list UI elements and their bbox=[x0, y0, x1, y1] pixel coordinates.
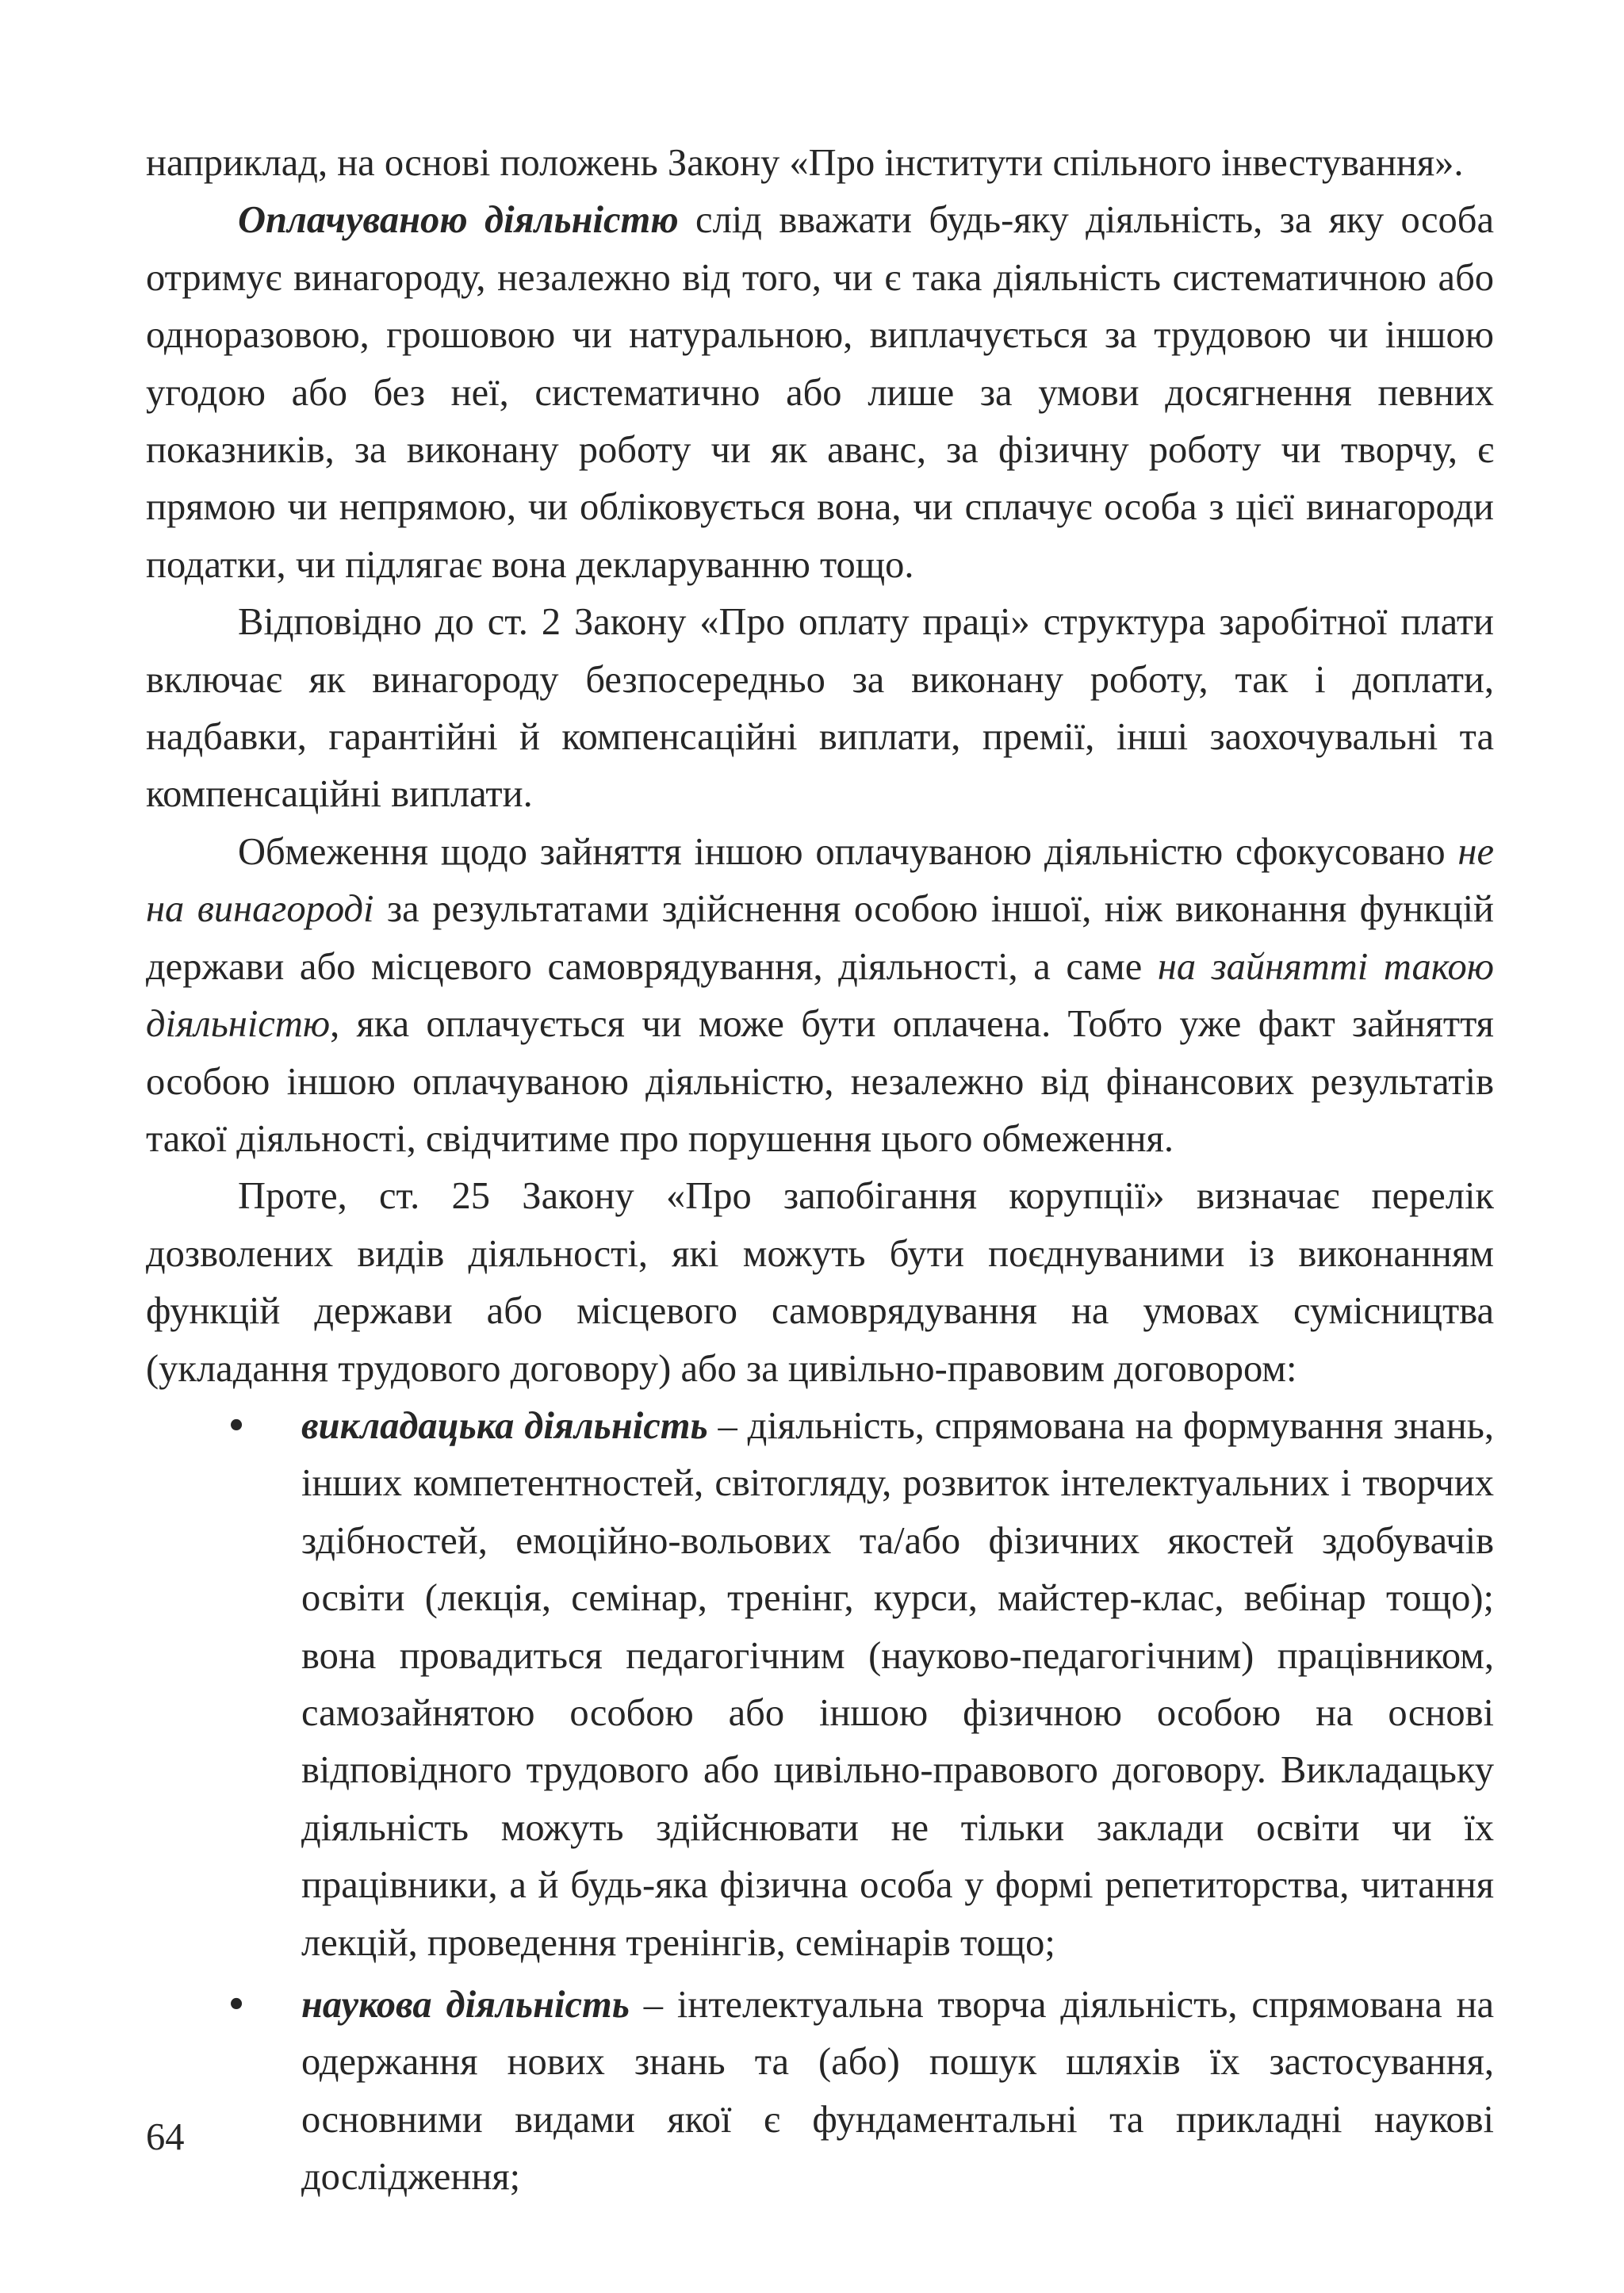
paragraph-paid-activity bbox=[146, 192, 1494, 594]
paragraph-allowed-activities: Проте, ст. 25 Закону «Про запобігання корупції» визначає перелік дозволених видів діяльності, які можуть бути поєднуваними із виконанням функцій держави або місцевого самоврядування на умовах сумісництва (укладання трудового договору) або за цивільно-правовим договором: bbox=[146, 1175, 1494, 1390]
allowed-activities-list bbox=[146, 1398, 1494, 2207]
teaching-text: – діяльність, спрямована на формування знань, інших компетентностей, світогляду, розвиток інтелектуальних і творчих здібностей, емоційно-вольових та/або фізичних якостей здобувачів освіти (лекція, семінар, тренінг, курси, майстер-клас, вебінар тощо); вона провадиться педагогічним (науково-педагогічним) працівником, самозайнятою особою або іншою фізичною особою на основі відповідного трудового або цивільно-правового договору. Викладацьку діяльність можуть здійснювати не тільки заклади освіти чи їх працівники, а й будь-яка фізична особа у формі репетиторства, читання лекцій, проведення тренінгів, семінарів тощо; bbox=[301, 1404, 1494, 1964]
restriction-italic-b: на зайнятті такою діяльністю bbox=[146, 945, 1494, 1046]
restriction-text-b: за результатами здійснення особою іншої, ніж виконання функцій держави або місцевого самоврядування, діяльності, а саме bbox=[146, 888, 1494, 988]
list-item-science bbox=[226, 1977, 1495, 2207]
bullet-icon: • bbox=[226, 1987, 247, 2023]
science-text: – інтелектуальна творча діяльність, спрямована на одержання нових знань та (або) пошук шляхів їх застосування, основними видами якої є фундаментальні та прикладні наукові дослідження; bbox=[301, 1984, 1495, 2199]
list-item-teaching bbox=[226, 1398, 1494, 1972]
term-paid-activity: Оплачуваною діяльністю bbox=[238, 199, 679, 242]
paragraph-restriction bbox=[146, 824, 1494, 1168]
term-teaching: викладацька діяльність bbox=[301, 1404, 708, 1447]
restriction-text-a: Обмеження щодо зайняття іншою оплачуваною діяльністю сфокусовано bbox=[238, 830, 1458, 873]
restriction-italic-a: не на винагороді bbox=[146, 830, 1494, 931]
paragraph-paid-activity-text: слід вважати будь-яку діяльність, за яку особа отримує винагороду, незалежно від того, чи є така діяльність систематичною або одноразовою, грошовою чи натуральною, виплачується за трудовою чи іншою угодою або без неї, систематично або лише за умови досягнення певних показників, за виконану роботу чи як аванс, за фізичну роботу чи творчу, є прямою чи непрямою, чи обліковується вона, чи сплачує особа з цієї винагороди податки, чи підлягає вона декларуванню тощо. bbox=[146, 199, 1494, 586]
page-number: 64 bbox=[146, 2116, 185, 2158]
restriction-text-c: , яка оплачується чи може бути оплачена. Тобто уже факт зайняття особою іншою оплачуваною діяльністю, незалежно від фінансових результатів такої діяльності, свідчитиме про порушення цього обмеження. bbox=[146, 1003, 1494, 1160]
document-page bbox=[146, 135, 1494, 2207]
paragraph-continuation: наприклад, на основі положень Закону «Про інститути спільного інвестування». bbox=[146, 142, 1464, 184]
paragraph-salary-structure: Відповідно до ст. 2 Закону «Про оплату праці» структура заробітної плати включає як винагороду безпосередньо за виконану роботу, так і доплати, надбавки, гарантійні й компенсаційні виплати, премії, інші заохочувальні та компенсаційні виплати. bbox=[146, 601, 1494, 816]
bullet-icon: • bbox=[226, 1407, 247, 1445]
term-science: наукова діяльність bbox=[301, 1984, 630, 2026]
